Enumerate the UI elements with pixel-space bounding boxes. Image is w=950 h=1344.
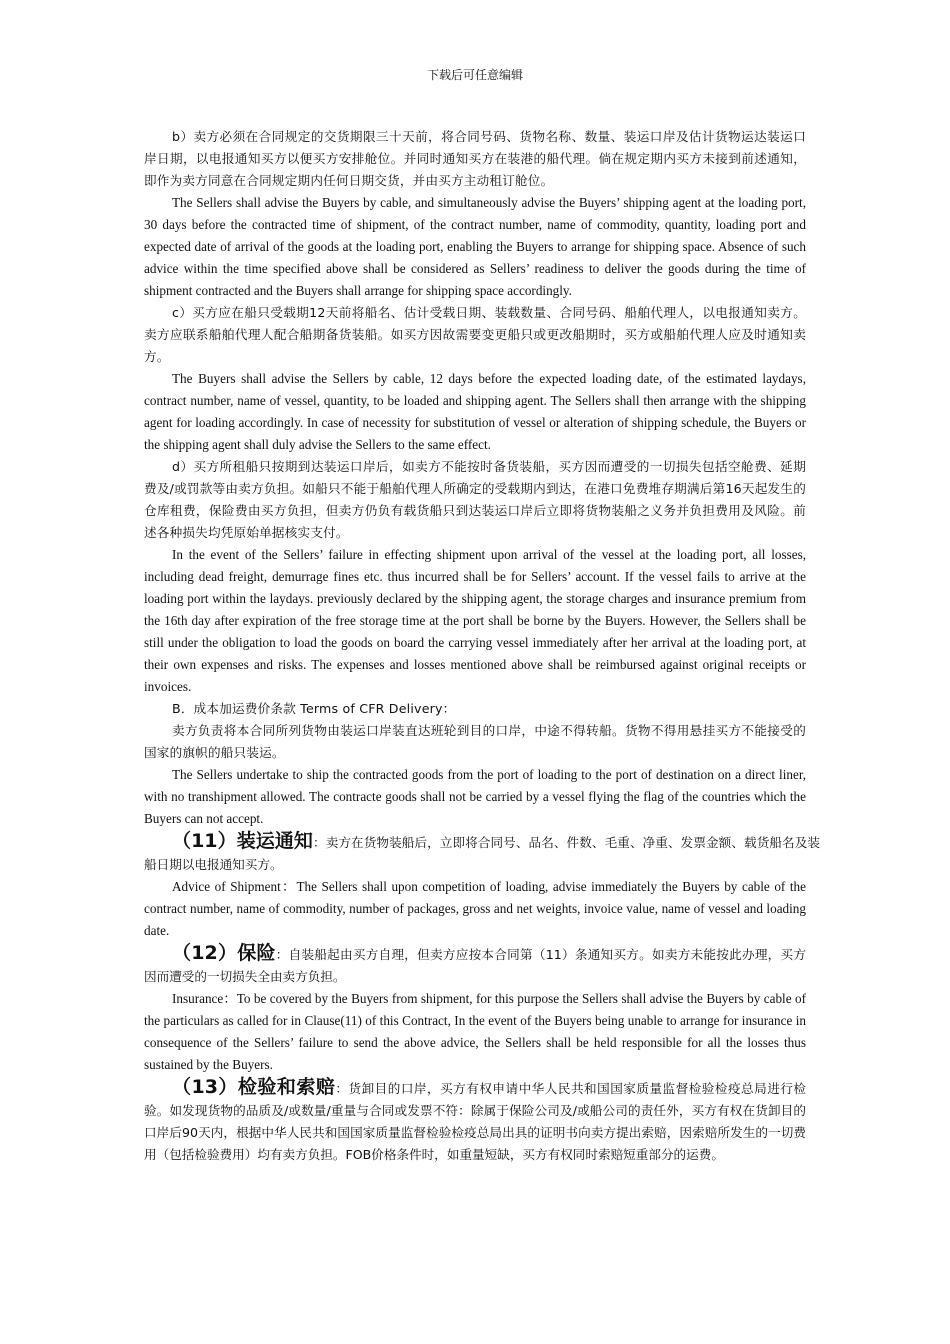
clause-b-english: The Sellers shall advise the Buyers by cable, and simultaneously advise the Buyers’ shipping agent at the loading port, 30 days before the contracted time of shipment, of the contract number, name of commodity, quantity, loading port and expected date of arrival of the goods at the loading port, enabling the Buyers to arrange for shipping space. Absence of such advice within the time specified above shall be considered as Sellers’ readiness to deliver the goods during the time of shipment contracted and the Buyers shall arrange for shipping space accordingly.	[144, 195, 806, 298]
clause-b-chinese: b）卖方必须在合同规定的交货期限三十天前，将合同号码、货物名称、数量、装运口岸及估计货物运达装运口岸日期，以电报通知买方以便买方安排舱位。并同时通知买方在装港的船代理。倘在规定期内买方未接到前述通知，即作为卖方同意在合同规定期内任何日期交货，并由买方主动租订舱位。	[144, 129, 806, 188]
page-header: 下载后可任意编辑	[426, 68, 523, 82]
cfr-terms-title: B．成本加运费价条款 Terms of CFR Delivery：	[172, 701, 456, 716]
clause-c-chinese: c）买方应在船只受载期12天前将船名、估计受载日期、装载数量、合同号码、船舶代理人，以电报通知卖方。卖方应联系船舶代理人配合船期备货装船。如买方因故需要变更船只或更改船期时，买方或船舶代理人应及时通知卖方。	[144, 305, 806, 364]
clause-d-english: In the event of the Sellers’ failure in effecting shipment upon arrival of the vessel at the loading port, all losses, including dead freight, demurrage fines etc. thus incurred shall be for Sellers’ account. If the vessel fails to arrive at the loading port within the laydays. previously declared by the shipping agent, the storage charges and insurance premium from the 16th day after expiration of the free storage time at the port shall be borne by the Buyers. However, the Sellers shall be still under the obligation to load the goods on board the carrying vessel immediately after her arrival at the loading port, at their own expenses and risks. The expenses and losses mentioned above shall be reimbursed against original receipts or invoices.	[144, 547, 806, 694]
cfr-terms-chinese: 卖方负责将本合同所列货物由装运口岸装直达班轮到目的口岸，中途不得转船。货物不得用悬挂买方不能接受的国家的旗帜的船只装运。	[144, 723, 806, 760]
section-12-insurance	[144, 942, 806, 988]
section-11-english: Advice of Shipment：The Sellers shall upon competition of loading, advise immediately the Buyers by cable of the contract number, name of commodity, number of packages, gross and net weights, invoice value, name of vessel and loading date.	[144, 879, 806, 938]
cfr-terms-english: The Sellers undertake to ship the contracted goods from the port of loading to the port of destination on a direct liner, with no transhipment allowed. The contracte goods shall not be carried by a vessel flying the flag of the countries which the Buyers can not accept.	[144, 767, 806, 826]
section-11-chinese: ：卖方在货物装船后，立即将合同号、品名、件数、毛重、净重、发票金额、载货船名及装船日期以电报通知买方。	[144, 835, 821, 872]
section-11-shipment-advice	[144, 830, 820, 876]
section-12-chinese: ：自装船起由买方自理，但卖方应按本合同第（11）条通知买方。如卖方未能按此办理，买方因而遭受的一切损失全由卖方负担。	[144, 947, 806, 984]
clause-c-english: The Buyers shall advise the Sellers by cable, 12 days before the expected loading date, of the estimated laydays, contract number, name of vessel, quantity, to be loaded and shipping agent. The Sellers shall then arrange with the shipping agent for loading accordingly. In case of necessity for substitution of vessel or alteration of shipping schedule, the Buyers or the shipping agent shall duly advise the Sellers to the same effect.	[144, 371, 806, 452]
section-12-heading: （12）保险	[172, 942, 276, 964]
section-13-heading: （13）检验和索赔	[172, 1076, 336, 1098]
section-12-english: Insurance：To be covered by the Buyers from shipment, for this purpose the Sellers shall advise the Buyers by cable of the particulars as called for in Clause(11) of this Contract, In the event of the Buyers being unable to arrange for insurance in consequence of the Sellers’ failure to send the above advice, the Sellers shall be held responsible for all the losses thus sustained by the Buyers.	[144, 991, 806, 1072]
section-13-chinese: ：货卸目的口岸，买方有权申请中华人民共和国国家质量监督检验检疫总局进行检验。如发现货物的品质及/或数量/重量与合同或发票不符：除属于保险公司及/或船公司的责任外，买方有权在货卸目的口岸后90天内，根据中华人民共和国国家质量监督检验检疫总局出具的证明书向卖方提出索赔，因索赔所发生的一切费用（包括检验费用）均有卖方负担。FOB价格条件时，如重量短缺，买方有权同时索赔短重部分的运费。	[144, 1081, 806, 1162]
clause-d-chinese: d）买方所租船只按期到达装运口岸后，如卖方不能按时备货装船，买方因而遭受的一切损失包括空舱费、延期费及/或罚款等由卖方负担。如船只不能于船舶代理人所确定的受载期内到达，在港口免费堆存期满后第16天起发生的仓库租费，保险费由买方负担，但卖方仍负有载货船只到达装运口岸后立即将货物装船之义务并负担费用及风险。前述各种损失均凭原始单据核实支付。	[144, 459, 806, 540]
section-11-heading: （11）装运通知	[172, 830, 314, 852]
document-body	[144, 126, 821, 1166]
section-13-inspection-claims	[144, 1076, 806, 1166]
